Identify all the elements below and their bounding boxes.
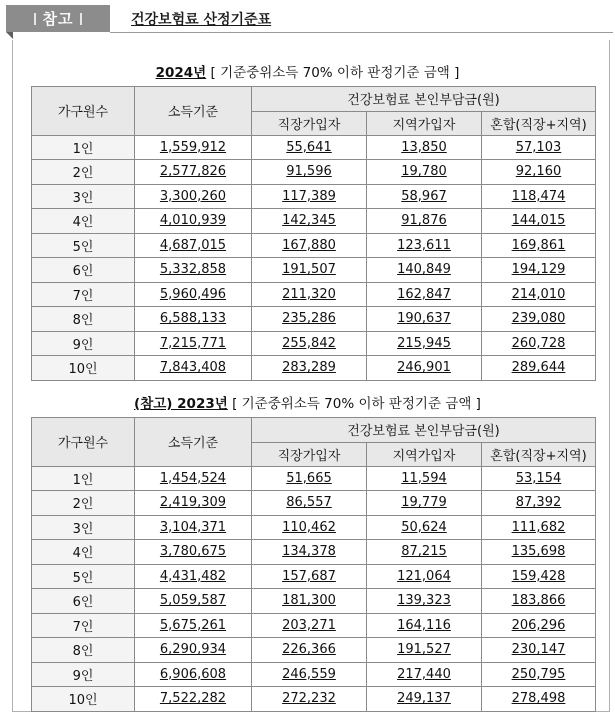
cell-regional-value: 164,116 — [397, 617, 451, 633]
cell-mixed-value: 289,644 — [511, 360, 566, 376]
cell-income — [135, 491, 252, 516]
header-mixed: 혼합(직장+지역) — [482, 111, 596, 135]
cell-regional — [367, 356, 482, 381]
table-row — [32, 687, 596, 712]
cell-regional-value: 249,137 — [397, 691, 451, 707]
cell-workplace — [252, 209, 367, 234]
header-household: 가구원수 — [32, 87, 135, 136]
cell-household: 3인 — [32, 515, 135, 540]
header-premium-group: 건강보험료 본인부담금(원) — [252, 418, 596, 443]
cell-mixed — [482, 209, 596, 234]
cell-mixed — [482, 331, 596, 356]
cell-household: 8인 — [32, 638, 135, 663]
cell-household: 7인 — [32, 613, 135, 638]
cell-household: 10인 — [32, 687, 135, 712]
reference-tag — [6, 5, 110, 32]
cell-workplace — [252, 258, 367, 283]
cell-mixed — [482, 184, 596, 209]
cell-workplace-value: 117,389 — [282, 188, 336, 204]
cell-mixed-value: 87,392 — [515, 495, 562, 511]
cell-workplace-value: 255,842 — [282, 335, 336, 351]
cell-mixed-value: 169,861 — [511, 237, 566, 253]
cell-income-value: 6,906,608 — [159, 666, 227, 682]
cell-income-value: 1,454,524 — [159, 470, 227, 486]
cell-income — [135, 687, 252, 712]
cell-regional — [367, 184, 482, 209]
premium-table-2023 — [31, 417, 596, 712]
cell-workplace-value: 86,557 — [286, 495, 332, 511]
premium-table-2024 — [31, 86, 596, 381]
cell-mixed-value: 250,795 — [511, 666, 566, 682]
cell-regional — [367, 233, 482, 258]
cell-income-value: 4,431,482 — [159, 568, 227, 584]
header-workplace: 직장가입자 — [252, 442, 367, 466]
cell-workplace — [252, 356, 367, 381]
cell-income-value: 2,577,826 — [159, 164, 227, 180]
section-title-2024 — [0, 61, 615, 81]
cell-regional-value: 190,637 — [397, 311, 451, 327]
cell-mixed-value: 260,728 — [511, 335, 566, 351]
cell-workplace — [252, 638, 367, 663]
cell-mixed — [482, 233, 596, 258]
header-workplace: 직장가입자 — [252, 111, 367, 135]
section-year-label: (참고) 2023년 — [134, 396, 228, 412]
cell-household: 6인 — [32, 258, 135, 283]
table-row — [32, 613, 596, 638]
cell-regional-value: 19,779 — [401, 495, 447, 511]
cell-regional-value: 191,527 — [397, 642, 451, 658]
cell-regional-value: 215,945 — [397, 335, 451, 351]
cell-income-value: 5,675,261 — [159, 617, 227, 633]
cell-mixed-value: 278,498 — [511, 691, 566, 707]
cell-mixed — [482, 491, 596, 516]
cell-income — [135, 613, 252, 638]
cell-household: 1인 — [32, 466, 135, 491]
cell-household: 2인 — [32, 160, 135, 185]
cell-income — [135, 209, 252, 234]
cell-regional — [367, 662, 482, 687]
cell-regional — [367, 540, 482, 565]
page-title: 건강보험료 산정기준표 — [131, 12, 272, 28]
cell-mixed — [482, 258, 596, 283]
section-year-label: 2024년 — [155, 65, 207, 81]
cell-workplace-value: 211,320 — [282, 286, 336, 302]
cell-regional — [367, 160, 482, 185]
cell-workplace — [252, 307, 367, 332]
cell-income — [135, 184, 252, 209]
cell-workplace — [252, 515, 367, 540]
cell-mixed-value: 194,129 — [511, 262, 566, 278]
table-row — [32, 564, 596, 589]
cell-regional — [367, 466, 482, 491]
cell-workplace — [252, 331, 367, 356]
cell-regional — [367, 209, 482, 234]
tag-bar-left — [34, 13, 36, 25]
cell-household: 5인 — [32, 233, 135, 258]
header-regional: 지역가입자 — [367, 442, 482, 466]
cell-income-value: 7,522,282 — [159, 691, 227, 707]
header-regional: 지역가입자 — [367, 111, 482, 135]
cell-income — [135, 331, 252, 356]
cell-regional — [367, 491, 482, 516]
table-row — [32, 307, 596, 332]
cell-regional — [367, 589, 482, 614]
table-row — [32, 135, 596, 160]
cell-workplace-value: 191,507 — [282, 262, 336, 278]
table-row — [32, 282, 596, 307]
table-row — [32, 233, 596, 258]
cell-mixed — [482, 638, 596, 663]
table-row — [32, 258, 596, 283]
cell-regional-value: 140,849 — [397, 262, 451, 278]
cell-workplace — [252, 613, 367, 638]
cell-income-value: 2,419,309 — [159, 495, 227, 511]
cell-workplace-value: 142,345 — [282, 213, 336, 229]
cell-household: 9인 — [32, 331, 135, 356]
cell-regional-value: 246,901 — [397, 360, 451, 376]
cell-mixed-value: 159,428 — [511, 568, 566, 584]
cell-regional-value: 19,780 — [401, 164, 447, 180]
cell-regional-value: 91,876 — [401, 213, 447, 229]
cell-household: 10인 — [32, 356, 135, 381]
cell-workplace — [252, 466, 367, 491]
cell-household: 1인 — [32, 135, 135, 160]
table-row — [32, 331, 596, 356]
cell-income — [135, 258, 252, 283]
cell-household: 5인 — [32, 564, 135, 589]
section-title-2023 — [0, 392, 615, 412]
cell-income-value: 1,559,912 — [159, 139, 227, 155]
cell-workplace — [252, 564, 367, 589]
cell-income — [135, 160, 252, 185]
cell-mixed-value: 135,698 — [511, 544, 566, 560]
cell-workplace — [252, 589, 367, 614]
table-body-2023 — [32, 466, 596, 711]
cell-income-value: 3,300,260 — [159, 188, 227, 204]
cell-mixed — [482, 356, 596, 381]
cell-regional-value: 13,850 — [401, 139, 447, 155]
table-row — [32, 638, 596, 663]
cell-income-value: 7,843,408 — [159, 360, 227, 376]
cell-workplace — [252, 491, 367, 516]
cell-household: 4인 — [32, 209, 135, 234]
cell-workplace-value: 134,378 — [282, 544, 336, 560]
table-row — [32, 515, 596, 540]
cell-regional — [367, 638, 482, 663]
cell-mixed-value: 57,103 — [515, 139, 562, 155]
cell-regional — [367, 613, 482, 638]
cell-regional — [367, 307, 482, 332]
cell-income-value: 6,588,133 — [159, 311, 227, 327]
section-subtitle: [ 기준중위소득 70% 이하 판정기준 금액 ] — [210, 65, 460, 81]
cell-income-value: 6,290,934 — [159, 642, 227, 658]
cell-workplace — [252, 160, 367, 185]
cell-household: 6인 — [32, 589, 135, 614]
table-row — [32, 466, 596, 491]
cell-workplace-value: 283,289 — [282, 360, 336, 376]
cell-income — [135, 466, 252, 491]
cell-mixed-value: 92,160 — [515, 164, 562, 180]
cell-workplace — [252, 662, 367, 687]
table-row — [32, 160, 596, 185]
cell-regional-value: 121,064 — [397, 568, 451, 584]
cell-regional — [367, 282, 482, 307]
cell-income — [135, 307, 252, 332]
cell-workplace-value: 51,665 — [286, 470, 332, 486]
cell-household: 9인 — [32, 662, 135, 687]
cell-regional — [367, 515, 482, 540]
cell-mixed-value: 53,154 — [515, 470, 562, 486]
cell-income-value: 3,104,371 — [159, 519, 227, 535]
header-premium-group: 건강보험료 본인부담금(원) — [252, 87, 596, 112]
cell-mixed — [482, 307, 596, 332]
cell-workplace-value: 226,366 — [282, 642, 336, 658]
cell-mixed-value: 239,080 — [511, 311, 566, 327]
cell-mixed — [482, 282, 596, 307]
cell-household: 4인 — [32, 540, 135, 565]
cell-household: 3인 — [32, 184, 135, 209]
cell-workplace — [252, 540, 367, 565]
cell-mixed — [482, 687, 596, 712]
cell-mixed — [482, 564, 596, 589]
cell-regional-value: 139,323 — [397, 593, 451, 609]
table-row — [32, 356, 596, 381]
cell-workplace — [252, 233, 367, 258]
cell-workplace — [252, 687, 367, 712]
cell-income — [135, 515, 252, 540]
cell-income — [135, 135, 252, 160]
cell-mixed — [482, 613, 596, 638]
cell-mixed-value: 183,866 — [511, 593, 566, 609]
tag-bar-right — [80, 13, 82, 25]
cell-mixed — [482, 515, 596, 540]
cell-regional-value: 87,215 — [401, 544, 447, 560]
cell-workplace-value: 110,462 — [282, 519, 336, 535]
cell-regional — [367, 331, 482, 356]
cell-mixed — [482, 589, 596, 614]
cell-mixed-value: 206,296 — [511, 617, 566, 633]
table-body-2024 — [32, 135, 596, 380]
cell-income — [135, 564, 252, 589]
table-row — [32, 589, 596, 614]
document-header — [0, 0, 615, 40]
cell-income — [135, 282, 252, 307]
cell-income — [135, 540, 252, 565]
cell-regional-value: 217,440 — [397, 666, 451, 682]
cell-workplace — [252, 135, 367, 160]
cell-income-value: 3,780,675 — [159, 544, 227, 560]
cell-household: 8인 — [32, 307, 135, 332]
cell-regional-value: 11,594 — [401, 470, 447, 486]
cell-income — [135, 356, 252, 381]
cell-workplace-value: 55,641 — [286, 139, 332, 155]
cell-workplace-value: 203,271 — [282, 617, 336, 633]
cell-income-value: 4,010,939 — [159, 213, 227, 229]
cell-regional-value: 50,624 — [401, 519, 447, 535]
cell-income-value: 5,960,496 — [159, 286, 227, 302]
cell-mixed — [482, 662, 596, 687]
cell-regional — [367, 258, 482, 283]
cell-regional — [367, 135, 482, 160]
cell-income — [135, 233, 252, 258]
cell-workplace-value: 157,687 — [282, 568, 336, 584]
table-row — [32, 184, 596, 209]
table-row — [32, 662, 596, 687]
cell-income — [135, 638, 252, 663]
cell-regional-value: 162,847 — [397, 286, 451, 302]
cell-income-value: 7,215,771 — [159, 335, 227, 351]
header-income: 소득기준 — [135, 418, 252, 467]
reference-tag-label: 참고 — [42, 10, 74, 28]
cell-workplace-value: 167,880 — [282, 237, 336, 253]
header-income: 소득기준 — [135, 87, 252, 136]
cell-workplace — [252, 282, 367, 307]
cell-mixed — [482, 466, 596, 491]
table-row — [32, 209, 596, 234]
section-subtitle: [ 기준중위소득 70% 이하 판정기준 금액 ] — [232, 396, 481, 412]
cell-mixed-value: 118,474 — [511, 188, 566, 204]
table-row — [32, 540, 596, 565]
cell-mixed-value: 230,147 — [511, 642, 566, 658]
cell-mixed-value: 111,682 — [511, 519, 566, 535]
tag-fold-corner — [6, 32, 13, 39]
cell-workplace-value: 272,232 — [282, 691, 336, 707]
header-household: 가구원수 — [32, 418, 135, 467]
cell-mixed — [482, 135, 596, 160]
cell-mixed — [482, 540, 596, 565]
cell-mixed-value: 214,010 — [511, 286, 566, 302]
cell-household: 7인 — [32, 282, 135, 307]
cell-income-value: 5,059,587 — [159, 593, 227, 609]
cell-workplace-value: 181,300 — [282, 593, 336, 609]
cell-mixed — [482, 160, 596, 185]
header-divider — [110, 32, 613, 33]
cell-regional — [367, 564, 482, 589]
cell-income — [135, 662, 252, 687]
cell-household: 2인 — [32, 491, 135, 516]
cell-workplace-value: 91,596 — [286, 164, 332, 180]
header-mixed: 혼합(직장+지역) — [482, 442, 596, 466]
cell-regional-value: 58,967 — [401, 188, 447, 204]
cell-workplace-value: 235,286 — [282, 311, 336, 327]
cell-regional — [367, 687, 482, 712]
cell-mixed-value: 144,015 — [511, 213, 566, 229]
cell-income — [135, 589, 252, 614]
cell-income-value: 4,687,015 — [159, 237, 227, 253]
cell-workplace — [252, 184, 367, 209]
cell-workplace-value: 246,559 — [282, 666, 336, 682]
cell-regional-value: 123,611 — [397, 237, 451, 253]
cell-income-value: 5,332,858 — [159, 262, 227, 278]
table-row — [32, 491, 596, 516]
